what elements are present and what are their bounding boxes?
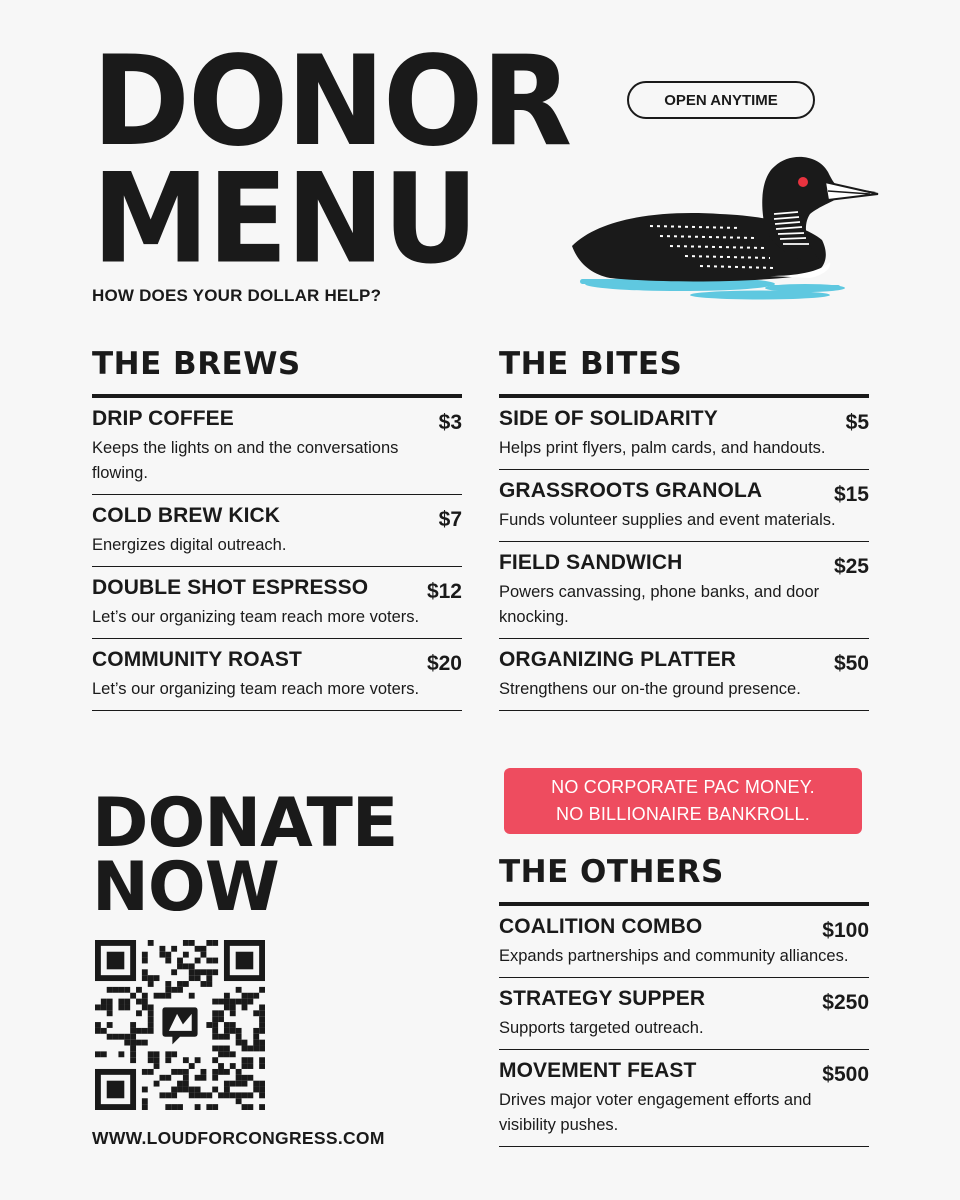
- item-description: Powers canvassing, phone banks, and door knocking.: [499, 583, 820, 626]
- others-section: [499, 854, 869, 1147]
- banner-line-2: NO BILLIONAIRE BANKROLL.: [556, 804, 810, 824]
- loon-bird-icon: [570, 148, 882, 308]
- item-description: Helps print flyers, palm cards, and handouts.: [499, 439, 826, 457]
- item-description: Expands partnerships and community alliances.: [499, 947, 849, 965]
- item-name: DRIP COFFEE: [92, 407, 234, 430]
- item-description: Let’s our organizing team reach more voters.: [92, 608, 420, 626]
- item-price: $7: [438, 508, 462, 531]
- item-price: $12: [426, 580, 462, 603]
- item-name: ORGANIZING PLATTER: [499, 648, 737, 671]
- item-description: Funds volunteer supplies and event materials.: [499, 511, 836, 529]
- open-anytime-badge: OPEN ANYTIME: [627, 81, 815, 119]
- item-description: Strengthens our on-the ground presence.: [499, 680, 801, 698]
- donate-now-heading: [92, 784, 398, 927]
- title-line-2: MENU: [92, 145, 477, 291]
- menu-item: [499, 1050, 869, 1147]
- item-price: $50: [833, 652, 869, 675]
- item-price: $500: [822, 1063, 869, 1086]
- item-price: $250: [822, 991, 869, 1014]
- item-description: Keeps the lights on and the conversations flowing.: [92, 439, 399, 482]
- donate-line-1: DONATE: [92, 784, 398, 863]
- menu-item: [499, 639, 869, 711]
- item-description: Supports targeted outreach.: [499, 1019, 704, 1037]
- item-description: Drives major voter engagement efforts and visibility pushes.: [499, 1091, 812, 1134]
- item-name: COLD BREW KICK: [92, 504, 281, 527]
- title-line-1: DONOR: [92, 28, 571, 174]
- no-pac-money-banner: [504, 768, 862, 834]
- menu-item: [499, 906, 869, 978]
- brews-section: [92, 346, 462, 711]
- item-price: $100: [822, 919, 869, 942]
- page-title: [92, 28, 571, 291]
- brews-heading: THE BREWS: [92, 346, 462, 398]
- item-description: Energizes digital outreach.: [92, 536, 287, 554]
- qr-code-icon[interactable]: [95, 940, 265, 1110]
- bites-section: [499, 346, 869, 711]
- bites-heading: THE BITES: [499, 346, 869, 398]
- menu-item: [499, 978, 869, 1050]
- item-name: COALITION COMBO: [499, 915, 703, 938]
- item-price: $3: [438, 411, 462, 434]
- item-price: $20: [426, 652, 462, 675]
- donate-line-2: NOW: [92, 848, 279, 927]
- item-name: GRASSROOTS GRANOLA: [499, 479, 763, 502]
- item-price: $5: [845, 411, 869, 434]
- menu-item: [499, 470, 869, 542]
- item-name: DOUBLE SHOT ESPRESSO: [92, 576, 369, 599]
- item-name: FIELD SANDWICH: [499, 551, 683, 574]
- item-price: $15: [833, 483, 869, 506]
- others-heading: THE OTHERS: [499, 854, 869, 906]
- banner-line-1: NO CORPORATE PAC MONEY.: [551, 777, 815, 797]
- menu-item: [499, 398, 869, 470]
- subtitle: HOW DOES YOUR DOLLAR HELP?: [92, 286, 382, 305]
- item-description: Let’s our organizing team reach more voters.: [92, 680, 420, 698]
- item-price: $25: [833, 555, 869, 578]
- menu-item: [499, 542, 869, 639]
- item-name: SIDE OF SOLIDARITY: [499, 407, 718, 430]
- menu-item: [92, 567, 462, 639]
- menu-item: [92, 398, 462, 495]
- item-name: STRATEGY SUPPER: [499, 987, 706, 1010]
- item-name: COMMUNITY ROAST: [92, 648, 302, 671]
- menu-item: [92, 639, 462, 711]
- website-link[interactable]: WWW.LOUDFORCONGRESS.COM: [92, 1128, 385, 1148]
- item-name: MOVEMENT FEAST: [499, 1059, 697, 1082]
- menu-item: [92, 495, 462, 567]
